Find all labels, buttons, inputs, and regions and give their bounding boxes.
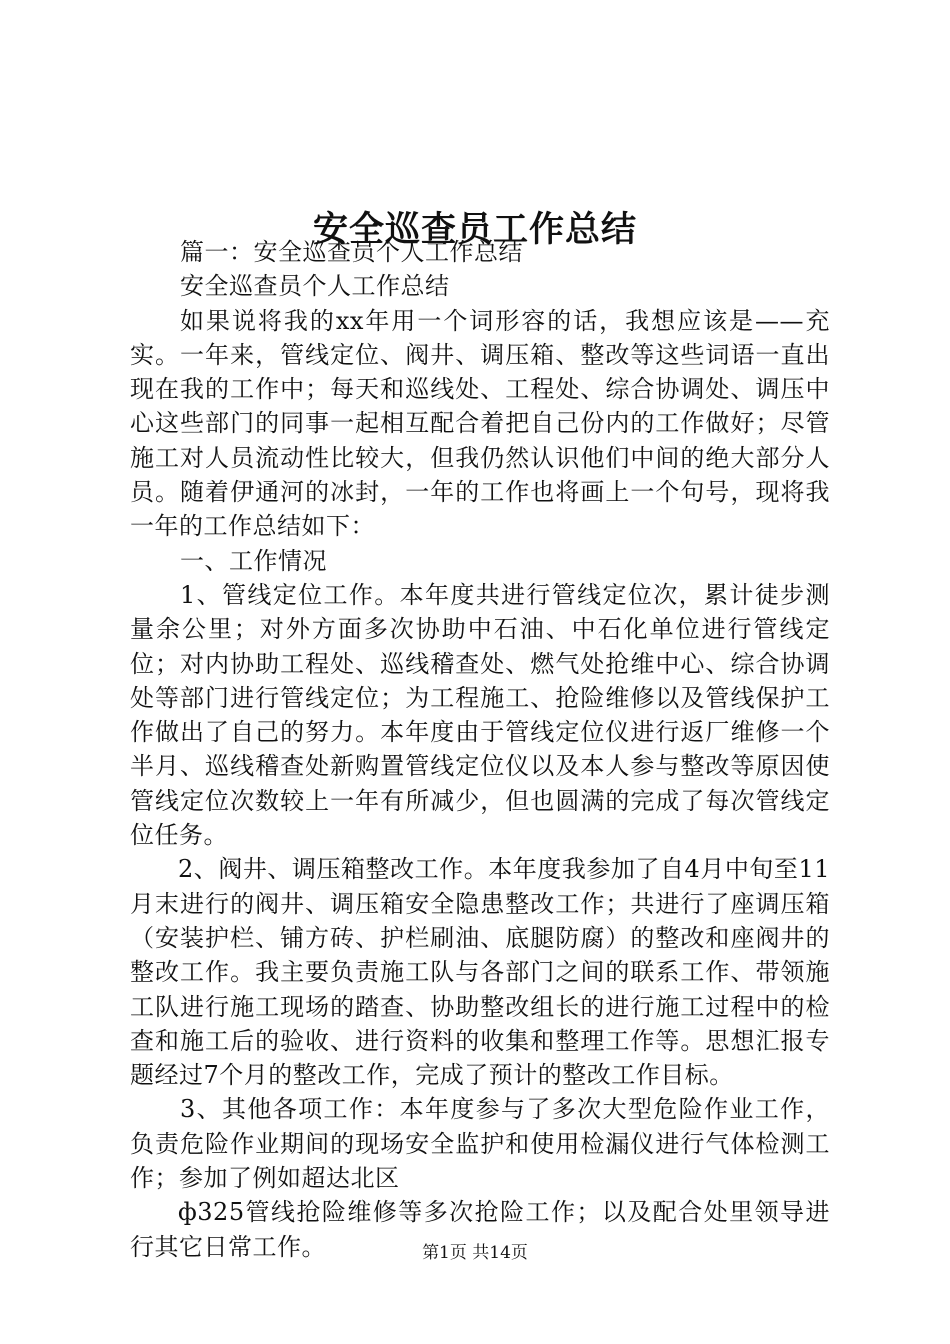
paragraph-intro: 如果说将我的xx年用一个词形容的话，我想应该是——充实。一年来，管线定位、阀井、调压箱、整改等这些词语一直出现在我的工作中；每天和巡线处、工程处、综合协调处、调压中心这些部门的同事一起相互配合着把自己份内的工作做好；尽管施工对人员流动性比较大，但我仍然认识他们中间的绝大部分人员。随着伊通河的冰封，一年的工作也将画上一个句号，现将我一年的工作总结如下： (130, 306, 830, 541)
paragraph-work-situation-heading: 一、工作情况 (180, 546, 327, 575)
paragraph-valve-rectification: 2、阀井、调压箱整改工作。本年度我参加了自4月中旬至11月末进行的阀井、调压箱安全隐患整改工作；共进行了座调压箱（安装护栏、铺方砖、护栏刷油、底腿防腐）的整改和座阀井的整改工作。我主要负责施工队与各部门之间的联系工作、带领施工队进行施工现场的踏查、协助整改组长的进行施工过程中的检查和施工后的验收、进行资料的收集和整理工作等。思想汇报专题经过7个月的整改工作，完成了预计的整改工作目标。 (130, 855, 830, 1090)
page-number-footer: 第1页 共14页 (422, 1243, 528, 1263)
paragraph-pipeline-positioning: 1、管线定位工作。本年度共进行管线定位次，累计徒步测量余公里；对外方面多次协助中石油、中石化单位进行管线定位；对内协助工程处、巡线稽查处、燃气处抢维中心、综合协调处等部门进行管线定位；为工程施工、抢险维修以及管线保护工作做出了自己的努力。本年度由于管线定位仪进行返厂维修一个半月、巡线稽查处新购置管线定位仪以及本人参与整改等原因使管线定位次数较上一年有所减少，但也圆满的完成了每次管线定位任务。 (130, 580, 830, 850)
paragraph-section-heading: 篇一：安全巡查员个人工作总结 (180, 238, 523, 266)
document-body (130, 235, 830, 1264)
paragraph-other-work: 3、其他各项工作：本年度参与了多次大型危险作业工作，负责危险作业期间的现场安全监护和使用检漏仪进行气体检测工作；参加了例如超达北区 (130, 1095, 830, 1193)
paragraph-emergency-repair: ф325管线抢险维修等多次抢险工作；以及配合处里领导进行其它日常工作。 (130, 1198, 830, 1261)
document-title: 安全巡查员工作总结 (312, 209, 637, 251)
paragraph-subtitle: 安全巡查员个人工作总结 (180, 272, 450, 301)
